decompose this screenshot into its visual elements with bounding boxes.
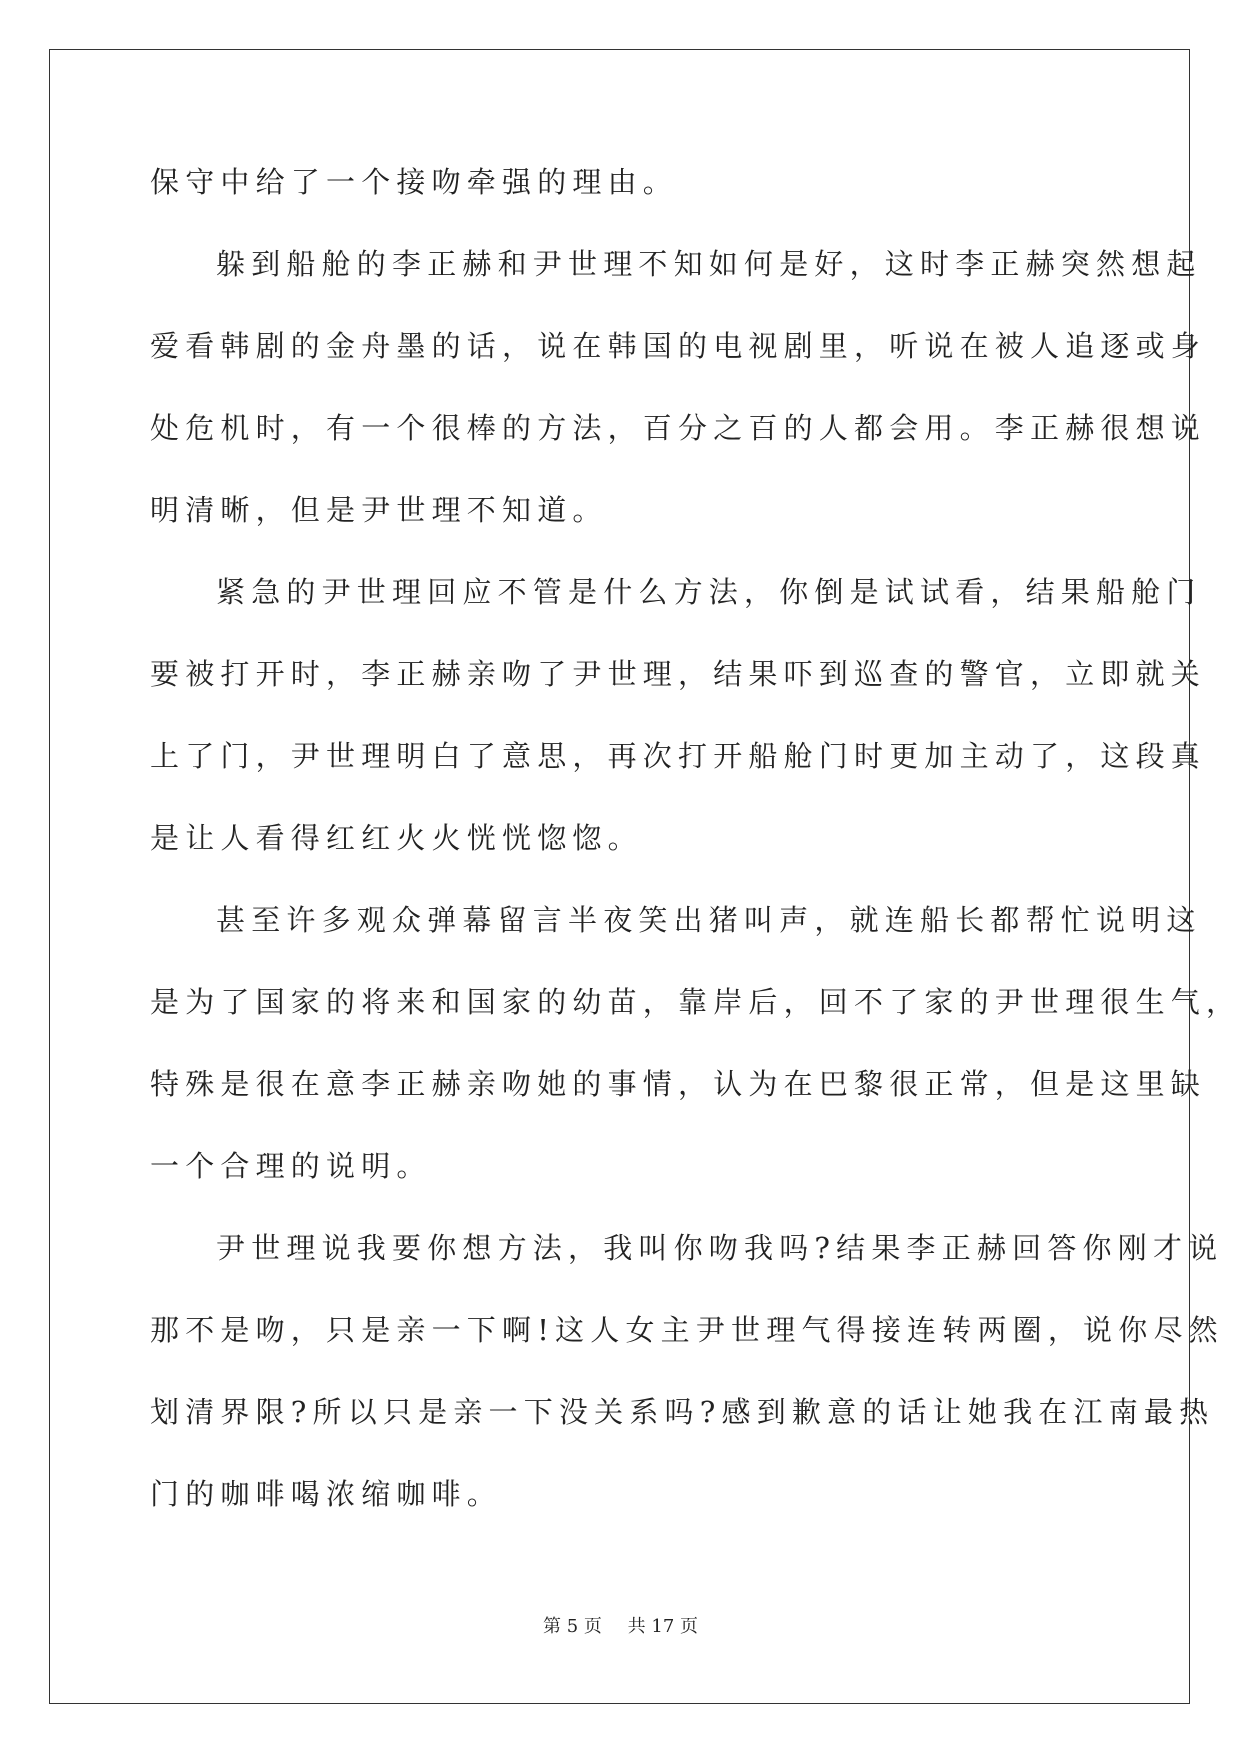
text-line: 是为了国家的将来和国家的幼苗，靠岸后，回不了家的尹世理很生气， [150, 985, 1241, 1019]
text-line: 要被打开时，李正赫亲吻了尹世理，结果吓到巡查的警官，立即就关 [150, 657, 1207, 691]
text-line: 处危机时，有一个很棒的方法，百分之百的人都会用。李正赫很想说 [150, 411, 1207, 445]
text-line: 那不是吻，只是亲一下啊!这人女主尹世理气得接连转两圈，说你尽然 [150, 1313, 1224, 1347]
text-line: 特殊是很在意李正赫亲吻她的事情，认为在巴黎很正常，但是这里缺 [150, 1067, 1207, 1101]
text-line: 是让人看得红红火火恍恍惚惚。 [150, 821, 643, 855]
paragraph-start-line: 甚至许多观众弹幕留言半夜笑出猪叫声，就连船长都帮忙说明这 [216, 903, 1202, 937]
paragraph-start-line: 尹世理说我要你想方法，我叫你吻我吗?结果李正赫回答你刚才说 [216, 1231, 1224, 1265]
text-line: 明清晰，但是尹世理不知道。 [150, 493, 608, 527]
text-line: 一个合理的说明。 [150, 1149, 432, 1183]
paragraph-start-line: 紧急的尹世理回应不管是什么方法，你倒是试试看，结果船舱门 [216, 575, 1202, 609]
text-line: 划清界限?所以只是亲一下没关系吗?感到歉意的话让她我在江南最热 [150, 1395, 1215, 1429]
page-footer [0, 1612, 1241, 1638]
page-total: 共 17 页 [627, 1616, 698, 1637]
text-line: 爱看韩剧的金舟墨的话，说在韩国的电视剧里，听说在被人追逐或身 [150, 329, 1207, 363]
paragraph-start-line: 躲到船舱的李正赫和尹世理不知如何是好，这时李正赫突然想起 [216, 247, 1202, 281]
text-line: 保守中给了一个接吻牵强的理由。 [150, 165, 679, 199]
page-number: 第 5 页 [543, 1616, 602, 1637]
document-body [150, 141, 1241, 1535]
text-line: 门的咖啡喝浓缩咖啡。 [150, 1477, 503, 1511]
text-line: 上了门，尹世理明白了意思，再次打开船舱门时更加主动了，这段真 [150, 739, 1207, 773]
